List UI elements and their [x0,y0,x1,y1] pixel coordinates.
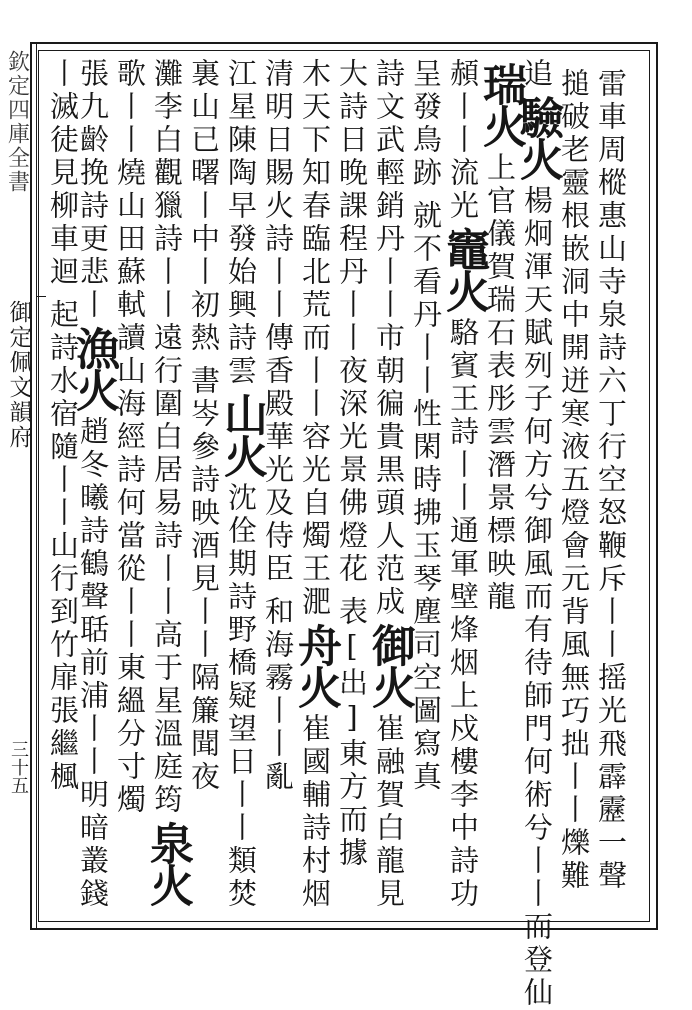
text-column-12 [185,58,223,914]
text-column-1 [592,58,630,914]
column-text: 表[出]東方而據 [335,596,369,870]
column-text: 木天下知春臨北荒而丨丨容光自燭王淝 [298,58,332,619]
column-text: 就不看丹丨丨性閑時拂玉琴塵司空圖寫真 [409,200,443,794]
column-text: 上官儀賀瑞石表彤雲潛景標映龍 [483,152,517,614]
column-text: 駱賓王詩丨丨通軍壁烽烟上戍樓李中詩功 [446,317,480,911]
column-text: 裏山已曙丨中丨初熱 [187,58,221,355]
text-column-16 [44,58,82,914]
entry-heading: 竈火 [438,227,489,311]
entry-heading: 漁火 [68,326,119,410]
text-column-10 [259,58,297,914]
column-text: 追 [520,58,554,91]
text-column-4 [475,58,526,914]
text-column-14 [111,58,149,914]
entry-heading: 御火 [364,623,415,707]
column-text: 灘李白觀獵詩丨丨遠行圍白居易詩丨丨高于星溫庭筠 [150,58,184,817]
column-text: 起詩水宿隨丨丨山行到竹扉張繼楓 [46,299,80,794]
page-number-text: 三十五 [8,740,29,794]
text-column-6 [407,58,445,914]
column-text: 歌丨丨燒山田蘇軾讀山海經詩何當從丨丨東縕分寸燭 [113,58,147,817]
entry-heading: 山火 [216,392,267,476]
entry-heading: 驗火 [512,95,563,179]
text-column-8 [333,58,371,914]
text-column-2 [555,58,593,914]
text-column-9 [290,58,341,914]
column-text: 和海霧丨丨亂 [261,596,295,794]
column-text: 雷車周樅惠山寺泉詩六丁行空怒鞭斥丨丨摇光飛霹靂一聲 [594,68,628,893]
column-text: 江星陳陶早發始興詩雲 [224,58,258,388]
column-text: 楊炯渾天賦列子何方兮御風而有待師門何術兮丨丨而登仙 [520,185,554,1010]
column-text: 張九齡挽詩更悲丨 [76,58,110,322]
column-text: 大詩日晚課程丹丨丨夜深光景佛燈花 [335,58,369,586]
column-text: 丨滅徒見柳車迴 [46,58,80,289]
text-column-13 [142,58,193,914]
entry-heading: 泉火 [142,821,193,905]
column-text: 清明日賜火詩丨丨傳香殿華光及侍臣 [261,58,295,586]
column-text: 頳丨丨流光 [446,58,480,223]
text-column-3 [512,58,563,1010]
column-text: 詩文武輕銷丹丨丨市朝徧貴黒頭人范成 [372,58,406,619]
entry-heading: 瑞火 [475,62,526,146]
column-text: 趙冬曦詩鶴聲聒前浦丨丨明暗叢錢 [76,416,110,911]
column-text: 書岑參詩映酒見丨丨隔簾聞夜 [187,365,221,794]
column-text: 呈發鳥跡 [409,58,443,190]
column-text: 搥破老靈根嵌洞中開迸寒液五燈會元背風無巧拙丨丨爍難 [557,68,591,893]
column-text: 崔國輔詩村烟 [298,713,332,911]
text-column-7 [364,58,415,914]
text-column-5 [438,58,489,914]
text-column-11 [216,58,267,914]
margin-top-fragment [2,50,32,194]
column-text: 崔融賀白龍見 [372,713,406,911]
margin-top-text: 欽定四庫全書 [4,50,30,194]
entry-heading: 舟火 [290,623,341,707]
column-text: 沈佺期詩野橋疑望日丨丨類焚 [224,482,258,911]
book-title-text: 御定佩文韻府 [5,300,32,450]
